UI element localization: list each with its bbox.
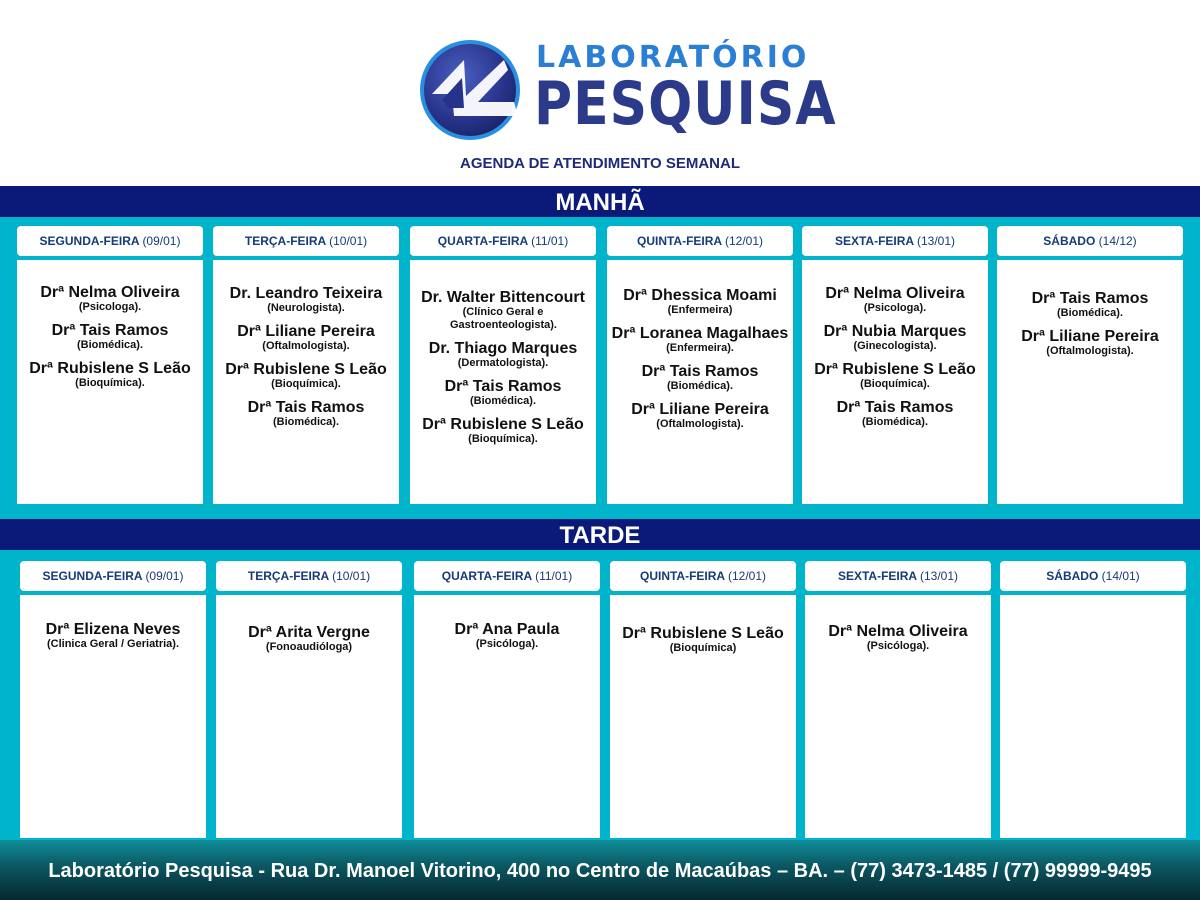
- day-date: (10/01): [329, 234, 368, 248]
- doctor-specialty: (Bioquímica).: [271, 378, 341, 390]
- doctor-entry: [607, 287, 793, 317]
- day-date: (14/12): [1098, 234, 1137, 248]
- day-label: SÁBADO: [1046, 569, 1099, 583]
- doctor-specialty: (Biomédica).: [76, 339, 143, 351]
- day-label: TERÇA-FEIRA: [244, 234, 326, 248]
- lab-logo: [418, 36, 837, 144]
- doctor-name: Drª Elizena Neves: [45, 621, 181, 638]
- doctor-specialty: (Biomédica).: [272, 416, 339, 428]
- tarde-day-column-2: [414, 595, 600, 838]
- doctor-specialty: (Oftalmologista).: [1046, 345, 1134, 357]
- tarde-day-tab-2: [414, 561, 600, 591]
- tarde-day-tab-4: [805, 561, 991, 591]
- doctor-name: Drª Nubia Marques: [823, 323, 967, 340]
- day-label: SEGUNDA-FEIRA: [39, 234, 140, 248]
- page-subtitle: AGENDA DE ATENDIMENTO SEMANAL: [459, 155, 740, 172]
- doctor-name: Drª Nelma Oliveira: [825, 285, 965, 302]
- doctor-name: Drª Rubislene S Leão: [29, 360, 191, 377]
- manha-day-column-0: [17, 260, 203, 504]
- tarde-day-column-3: [610, 595, 796, 838]
- afternoon-title: TARDE: [0, 519, 1200, 550]
- doctor-entry: [410, 289, 596, 332]
- doctor-name: Drª Arita Vergne: [248, 624, 370, 641]
- doctor-name: Drª Rubislene S Leão: [814, 361, 976, 378]
- doctor-entry: [17, 322, 203, 352]
- doctor-name: Drª Liliane Pereira: [1021, 328, 1159, 345]
- doctor-entry: [610, 625, 796, 655]
- day-date: (12/01): [724, 234, 764, 248]
- doctor-entry: [802, 361, 988, 391]
- doctor-specialty: (Biomédica).: [469, 395, 536, 407]
- doctor-specialty: (Biomédica).: [666, 380, 733, 392]
- doctor-entry: [414, 621, 600, 651]
- manha-day-tab-5: [997, 226, 1183, 256]
- doctor-name: Drª Dhessica Moami: [623, 287, 777, 304]
- doctor-specialty: (Enfermeira).: [666, 342, 734, 354]
- doctor-name: Drª Rubislene S Leão: [622, 625, 784, 642]
- doctor-entry: [607, 325, 793, 355]
- day-date: (13/01): [919, 569, 959, 583]
- doctor-name: Dr. Leandro Teixeira: [229, 285, 383, 302]
- doctor-name: Dr. Walter Bittencourt: [421, 289, 585, 306]
- manha-day-column-5: [997, 260, 1183, 504]
- doctor-name: Drª Ana Paula: [454, 621, 560, 638]
- doctor-specialty: (Dermatologista).: [457, 357, 549, 369]
- tarde-day-tab-1: [216, 561, 402, 591]
- doctor-entry: [213, 285, 399, 315]
- doctor-name: Drª Loranea Magalhaes: [611, 325, 789, 342]
- morning-title: MANHÃ: [0, 186, 1200, 217]
- doctor-name: Drª Liliane Pereira: [631, 401, 769, 418]
- doctor-specialty: (Biomédica).: [1056, 307, 1123, 319]
- day-label: TERÇA-FEIRA: [247, 569, 329, 583]
- day-date: (09/01): [142, 234, 181, 248]
- day-date: (10/01): [332, 569, 371, 583]
- tarde-day-tab-5: [1000, 561, 1186, 591]
- doctor-name: Drª Tais Ramos: [641, 363, 759, 380]
- doctor-specialty: (Bioquímica).: [75, 377, 145, 389]
- doctor-name: Drª Rubislene S Leão: [225, 361, 387, 378]
- doctor-entry: [997, 328, 1183, 358]
- day-label: QUINTA-FEIRA: [636, 234, 722, 248]
- doctor-entry: [213, 361, 399, 391]
- day-date: (11/01): [535, 569, 573, 583]
- day-label: QUINTA-FEIRA: [639, 569, 725, 583]
- doctor-name: Dr. Thiago Marques: [428, 340, 578, 357]
- doctor-entry: [997, 290, 1183, 320]
- doctor-entry: [805, 623, 991, 653]
- doctor-entry: [213, 323, 399, 353]
- logo-title-bottom: PESQUISA: [534, 70, 837, 139]
- doctor-specialty: (Psicologa).: [78, 301, 142, 313]
- doctor-name: Drª Rubislene S Leão: [422, 416, 584, 433]
- doctor-specialty: (Psicóloga).: [475, 638, 539, 650]
- day-label: SEXTA-FEIRA: [834, 234, 914, 248]
- tarde-day-column-1: [216, 595, 402, 838]
- doctor-entry: [802, 285, 988, 315]
- doctor-entry: [20, 621, 206, 651]
- doctor-specialty: (Psicóloga).: [866, 640, 930, 652]
- doctor-specialty: (Psicologa).: [863, 302, 927, 314]
- tarde-day-column-0: [20, 595, 206, 838]
- tarde-day-column-5: [1000, 595, 1186, 838]
- manha-day-tab-3: [607, 226, 793, 256]
- doctor-name: Drª Tais Ramos: [51, 322, 169, 339]
- doctor-specialty: (Oftalmologista).: [656, 418, 744, 430]
- manha-day-column-3: [607, 260, 793, 504]
- manha-day-tab-2: [410, 226, 596, 256]
- doctor-name: Drª Liliane Pereira: [237, 323, 375, 340]
- logo-title-top: LABORATÓRIO: [536, 40, 810, 75]
- doctor-entry: [410, 416, 596, 446]
- tarde-day-column-4: [805, 595, 991, 838]
- doctor-entry: [216, 624, 402, 654]
- doctor-name: Drª Tais Ramos: [247, 399, 365, 416]
- doctor-specialty: (Clinica Geral / Geriatria).: [46, 638, 180, 650]
- day-date: (09/01): [145, 569, 184, 583]
- doctor-entry: [607, 363, 793, 393]
- doctor-entry: [410, 378, 596, 408]
- doctor-name: Drª Nelma Oliveira: [828, 623, 968, 640]
- doctor-specialty: (Clínico Geral e Gastroenteologista).: [450, 306, 557, 331]
- manha-day-column-4: [802, 260, 988, 504]
- doctor-name: Drª Nelma Oliveira: [40, 284, 180, 301]
- doctor-specialty: (Ginecologista).: [853, 340, 937, 352]
- doctor-specialty: (Fonoaudióloga): [265, 641, 353, 653]
- doctor-entry: [17, 360, 203, 390]
- lab-logo-icon: [418, 36, 526, 144]
- doctor-name: Drª Tais Ramos: [444, 378, 562, 395]
- day-label: QUARTA-FEIRA: [441, 569, 532, 583]
- doctor-specialty: (Neurologista).: [267, 302, 345, 314]
- manha-day-column-1: [213, 260, 399, 504]
- day-date: (13/01): [916, 234, 956, 248]
- doctor-entry: [213, 399, 399, 429]
- doctor-entry: [802, 323, 988, 353]
- day-label: QUARTA-FEIRA: [437, 234, 528, 248]
- doctor-entry: [410, 340, 596, 370]
- day-label: SEGUNDA-FEIRA: [42, 569, 143, 583]
- footer-address: Laboratório Pesquisa - Rua Dr. Manoel Vitorino, 400 no Centro de Macaúbas – BA. – (77) 3473-1485 / (77) 99999-9495: [0, 840, 1200, 900]
- doctor-specialty: (Biomédica).: [861, 416, 928, 428]
- doctor-entry: [607, 401, 793, 431]
- doctor-specialty: (Enfermeira): [667, 304, 733, 316]
- manha-day-tab-0: [17, 226, 203, 256]
- day-date: (11/01): [531, 234, 569, 248]
- day-date: (14/01): [1101, 569, 1140, 583]
- tarde-day-tab-3: [610, 561, 796, 591]
- doctor-specialty: (Bioquímica).: [860, 378, 930, 390]
- manha-day-tab-4: [802, 226, 988, 256]
- day-label: SEXTA-FEIRA: [837, 569, 917, 583]
- doctor-entry: [802, 399, 988, 429]
- doctor-specialty: (Bioquímica): [669, 642, 737, 654]
- tarde-day-tab-0: [20, 561, 206, 591]
- doctor-name: Drª Tais Ramos: [836, 399, 954, 416]
- day-date: (12/01): [727, 569, 767, 583]
- manha-day-column-2: [410, 260, 596, 504]
- day-label: SÁBADO: [1043, 234, 1096, 248]
- manha-day-tab-1: [213, 226, 399, 256]
- doctor-specialty: (Bioquímica).: [468, 433, 538, 445]
- doctor-name: Drª Tais Ramos: [1031, 290, 1149, 307]
- doctor-entry: [17, 284, 203, 314]
- doctor-specialty: (Oftalmologista).: [262, 340, 350, 352]
